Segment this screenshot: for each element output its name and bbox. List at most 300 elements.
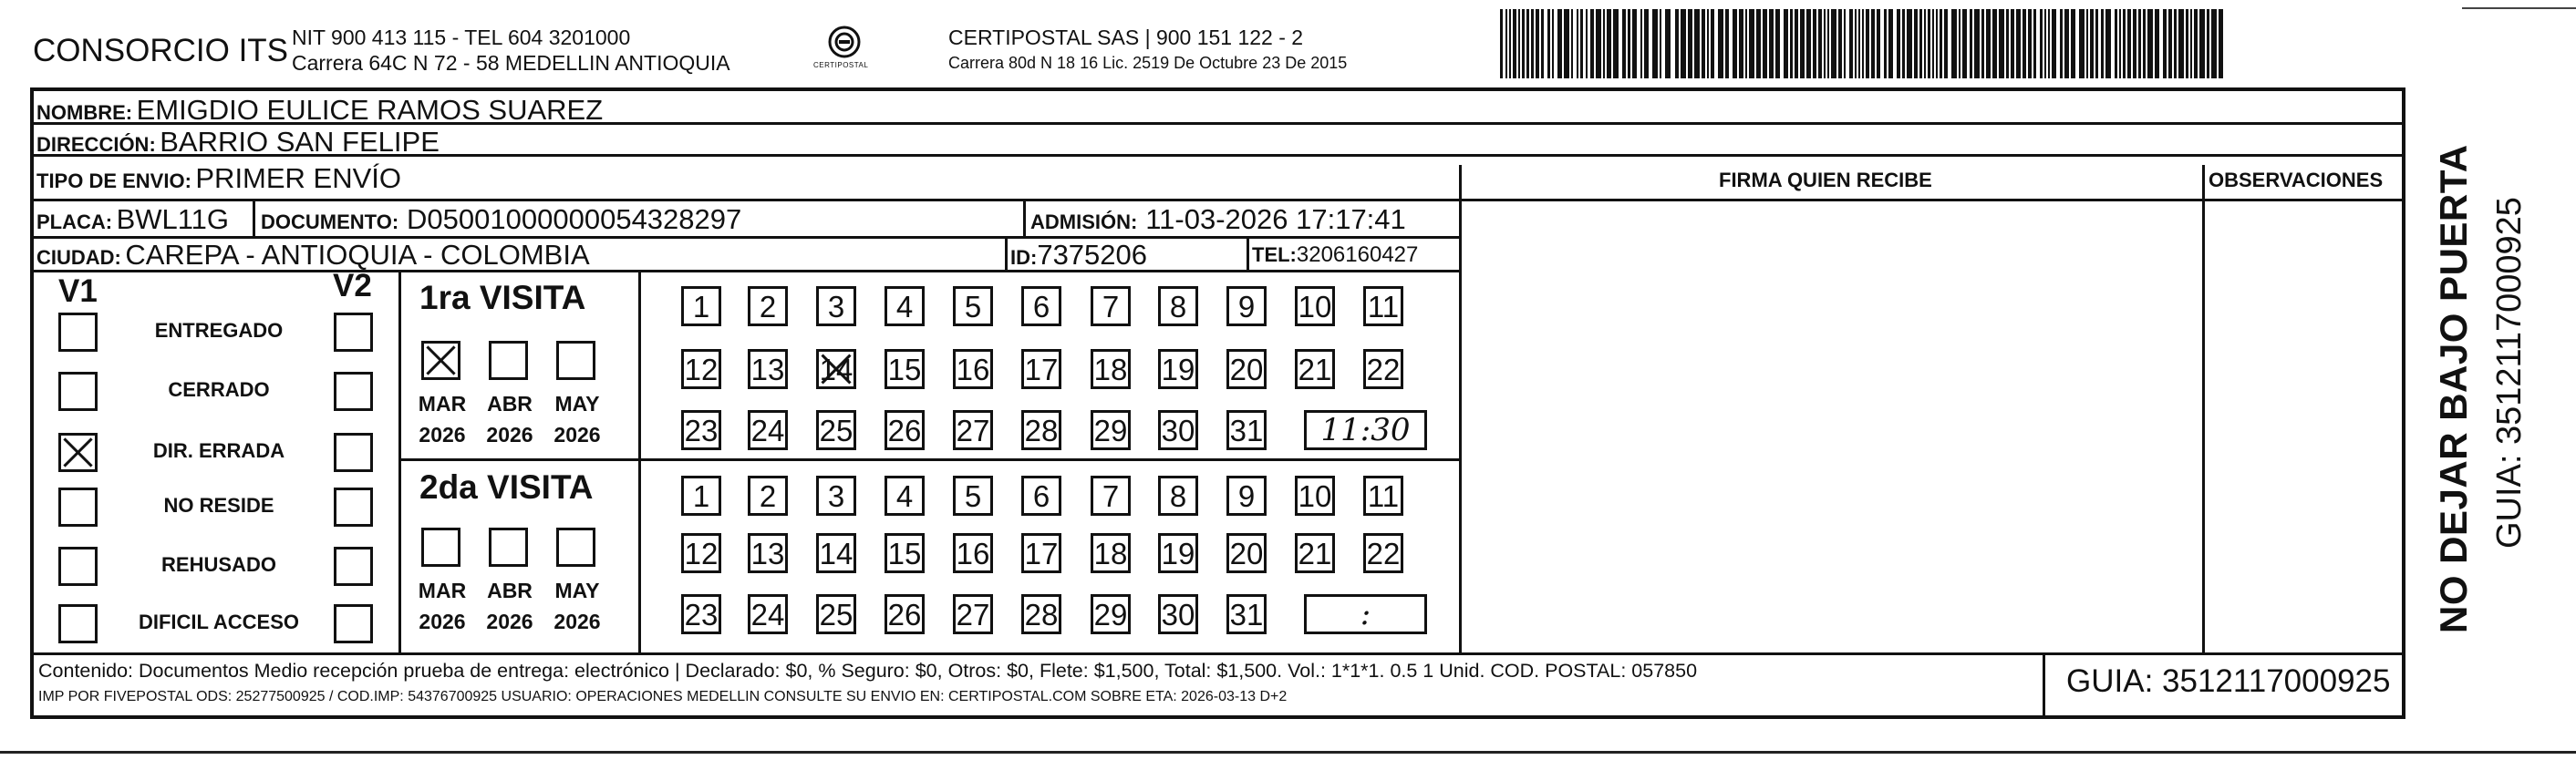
no-dejar-bajo-puerta: NO DEJAR BAJO PUERTA [2432,144,2475,633]
barcode-bar [1862,9,1864,78]
month-checkbox[interactable] [556,341,595,380]
day-box[interactable] [1158,533,1198,573]
admision-value: 11-03-2026 17:17:41 [1145,203,1406,235]
barcode-bar [2155,9,2159,78]
day-number: 2 [759,290,777,324]
month-year: 2026 [486,423,533,447]
barcode-bar [1831,9,1836,78]
day-number: 25 [819,598,853,632]
barcode-bar [1907,9,1912,78]
time-value: 11:30 [1320,412,1411,448]
barcode-bar [1962,9,1967,78]
placa-label: PLACA: [36,211,113,233]
day-box[interactable] [1363,533,1403,573]
day-box[interactable] [816,349,856,389]
barcode-bar [2086,9,2088,78]
barcode-bar [1688,9,1692,78]
logo-caption: CERTIPOSTAL [813,61,869,69]
status-label: REHUSADO [161,553,276,576]
documento-label: DOCUMENTO: [261,211,399,233]
day-number: 25 [819,414,853,447]
day-box[interactable] [681,410,721,450]
scan-line-top [2462,7,2576,9]
barcode-bar [2186,9,2188,78]
month-label: MAR [418,579,467,602]
barcode-bar [2044,9,2046,78]
courier-address: Carrera 80d N 18 16 Lic. 2519 De Octubre 23 De 2015 [948,54,1348,72]
day-box[interactable] [1021,533,1061,573]
barcode-bar [1640,9,1642,78]
day-number: 12 [684,537,719,570]
day-box[interactable] [1091,286,1131,326]
day-box[interactable] [1091,476,1131,516]
day-number: 17 [1024,353,1059,386]
barcode-bar [1790,9,1793,78]
barcode-bar [1974,9,1980,78]
status-v2-checkbox[interactable] [334,488,373,527]
barcode-bar [2071,9,2075,78]
documento-value: D05001000000054328297 [407,203,742,235]
placa-value: BWL11G [116,203,230,235]
barcode-bar [2023,9,2026,78]
day-number: 14 [819,353,853,386]
day-box[interactable] [1021,410,1061,450]
day-number: 22 [1366,537,1401,570]
day-box[interactable] [748,594,788,634]
day-box[interactable] [1295,476,1335,516]
observaciones-area[interactable] [2206,202,2403,651]
day-box[interactable] [1363,476,1403,516]
barcode-bar [1505,9,1507,78]
barcode-bar [2168,9,2172,78]
barcode-bar [1902,9,1905,78]
day-number: 29 [1093,414,1128,447]
month-year: 2026 [553,423,601,447]
barcode-bar [1877,9,1880,78]
day-number: 8 [1169,290,1187,324]
day-box[interactable] [1091,349,1131,389]
barcode-bar [1613,9,1619,78]
barcode-bar [2119,9,2121,78]
day-box[interactable] [816,594,856,634]
barcode-bar [2011,9,2014,78]
barcode-bar [2105,9,2111,78]
day-box[interactable] [953,533,993,573]
visit-title: 2da VISITA [419,468,594,506]
day-box[interactable] [953,349,993,389]
day-box[interactable] [1295,349,1335,389]
barcode-bar [1652,9,1658,78]
day-box[interactable] [1091,533,1131,573]
barcode-bar [1855,9,1857,78]
id-value: 7375206 [1037,239,1148,271]
barcode-bar [1775,9,1780,78]
day-number: 27 [956,414,990,447]
day-number: 5 [964,479,982,513]
day-number: 10 [1298,290,1332,324]
barcode-bar [1784,9,1788,78]
day-number: 19 [1161,353,1195,386]
barcode-bar [1665,9,1671,78]
month-checkbox[interactable] [489,341,528,380]
status-v2-checkbox[interactable] [334,372,373,411]
status-v2-checkbox[interactable] [334,313,373,352]
barcode-bar [1725,9,1729,78]
day-box[interactable] [681,286,721,326]
check-mark-icon [61,436,95,469]
barcode-bar [1745,9,1747,78]
barcode-bar [1827,9,1829,78]
barcode-bar [2079,9,2085,78]
day-number: 1 [692,290,710,324]
day-number: 7 [1102,290,1120,324]
ciudad-value: CAREPA - ANTIOQUIA - COLOMBIA [125,239,590,271]
barcode-bar [1824,9,1826,78]
ciudad-label: CIUDAD: [36,246,121,269]
barcode-bar [1707,9,1709,78]
barcode-bar [1818,9,1822,78]
day-number: 18 [1093,537,1128,570]
firma-header: FIRMA QUIEN RECIBE [1719,169,1932,191]
barcode-bar [1739,9,1743,78]
barcode [1500,9,2229,82]
day-number: 18 [1093,353,1128,386]
v2-label: V2 [333,268,372,303]
barcode-bar [2194,9,2198,78]
day-number: 6 [1032,290,1050,324]
day-box[interactable] [1158,594,1198,634]
barcode-bar [2052,9,2056,78]
day-box[interactable] [1021,286,1061,326]
barcode-bar [1577,9,1578,78]
day-number: 6 [1032,479,1050,513]
barcode-bar [1531,9,1534,78]
imp-text: IMP POR FIVEPOSTAL ODS: 25277500925 / COD.IMP: 54376700925 USUARIO: OPERACIONES MEDELLIN CONSULTE SU ENVIO EN: CERTIPOSTAL.COM SOBRE ETA: 2026-03-13 D+2 [38,689,1288,704]
month-year: 2026 [419,423,466,447]
tel-value: 3206160427 [1296,242,1419,267]
day-number: 8 [1169,479,1187,513]
barcode-bar [1806,9,1811,78]
status-label: ENTREGADO [154,319,284,342]
tipo-envio-label: TIPO DE ENVIO: [36,169,191,192]
barcode-bar [1513,9,1516,78]
day-box[interactable] [748,286,788,326]
day-number: 14 [819,537,853,570]
barcode-bar [1763,9,1767,78]
barcode-bar [1564,9,1569,78]
day-number: 2 [759,479,777,513]
month-label: MAY [554,392,600,416]
day-box[interactable] [1226,594,1267,634]
month-label: MAR [418,392,467,416]
month-year: 2026 [419,610,466,633]
barcode-bar [1586,9,1588,78]
barcode-bar [2190,9,2192,78]
day-number: 16 [956,537,990,570]
status-label: DIR. ERRADA [152,439,285,462]
day-number: 30 [1161,598,1195,632]
barcode-bar [1769,9,1774,78]
barcode-bar [1547,9,1550,78]
barcode-bar [1660,9,1661,78]
day-box[interactable] [1363,286,1403,326]
barcode-bar [1800,9,1805,78]
barcode-bar [2207,9,2209,78]
barcode-bar [2006,9,2009,78]
month-label: ABR [487,392,533,416]
day-number: 15 [887,353,922,386]
month-checkbox[interactable] [421,341,460,380]
day-number: 24 [750,598,785,632]
day-number: 13 [750,537,785,570]
day-number: 11 [1367,479,1400,513]
barcode-bar [1951,9,1957,78]
day-box[interactable] [748,476,788,516]
day-box[interactable] [885,476,925,516]
barcode-bar [2199,9,2205,78]
barcode-bar [1518,9,1520,78]
day-box[interactable] [1226,410,1267,450]
day-box[interactable] [953,410,993,450]
month-checkbox[interactable] [556,528,595,567]
barcode-bar [2123,9,2126,78]
status-v1-checkbox[interactable] [58,372,98,411]
day-number: 7 [1102,479,1120,513]
tipo-envio: PRIMER ENVÍO [195,162,402,194]
day-box[interactable] [816,533,856,573]
day-box[interactable] [1158,410,1198,450]
day-number: 3 [827,479,845,513]
barcode-bar [2064,9,2069,78]
day-box[interactable] [885,349,925,389]
day-box[interactable] [748,349,788,389]
scan-line [0,751,2576,754]
barcode-bar [1632,9,1637,78]
day-box[interactable] [1226,349,1267,389]
barcode-bar [1526,9,1529,78]
day-number: 21 [1298,537,1332,570]
month-year: 2026 [553,610,601,633]
day-number: 1 [692,479,710,513]
day-number: 23 [684,598,719,632]
visit-title: 1ra VISITA [419,279,586,316]
day-number: 4 [895,290,914,324]
barcode-bar [1681,9,1686,78]
barcode-bar [2178,9,2184,78]
day-box[interactable] [1091,410,1131,450]
barcode-bar [1940,9,1942,78]
day-number: 26 [887,414,922,447]
side-guia: GUIA: 3512117000925 [2490,197,2529,549]
barcode-bar [1999,9,2004,78]
day-box[interactable] [681,533,721,573]
day-box[interactable] [681,594,721,634]
status-v1-checkbox[interactable] [58,604,98,643]
barcode-bar [1924,9,1926,78]
barcode-bar [1541,9,1544,78]
barcode-bar [1914,9,1918,78]
admision-label: ADMISIÓN: [1030,211,1138,233]
day-number: 31 [1229,598,1264,632]
nombre-label: NOMBRE: [36,101,133,124]
day-number: 31 [1229,414,1264,447]
barcode-bar [1884,9,1887,78]
courier-name: CERTIPOSTAL SAS | 900 151 122 - 2 [948,26,1304,49]
company-name: CONSORCIO ITS [33,33,289,68]
day-number: 16 [956,353,990,386]
barcode-bar [1928,9,1930,78]
barcode-bar [2127,9,2131,78]
barcode-bar [1844,9,1846,78]
barcode-bar [1992,9,1997,78]
day-number: 30 [1161,414,1195,447]
day-box[interactable] [1021,349,1061,389]
barcode-bar [1970,9,1972,78]
barcode-bar [1756,9,1761,78]
day-number: 26 [887,598,922,632]
day-box[interactable] [1021,594,1061,634]
day-number: 9 [1237,290,1256,324]
barcode-bar [1932,9,1934,78]
day-box[interactable] [816,410,856,450]
barcode-bar [1888,9,1893,78]
barcode-bar [2101,9,2104,78]
status-v2-checkbox[interactable] [334,604,373,643]
day-number: 11 [1367,290,1400,324]
status-label: NO RESIDE [163,494,274,517]
contenido-text: Contenido: Documentos Medio recepción prueba de entrega: electrónico | Declarado: $0, % Seguro: $0, Otros: $0, Flete: $1,500, Total: $1,500. Vol.: 1*1*1. 0.5 1 Unid. COD. POSTAL: 057850 [38,660,1698,682]
day-box[interactable] [1021,476,1061,516]
barcode-bar [1607,9,1611,78]
barcode-bar [1838,9,1842,78]
day-box[interactable] [1091,594,1131,634]
barcode-bar [1702,9,1705,78]
barcode-bar [2163,9,2167,78]
day-box[interactable] [1226,286,1267,326]
day-box[interactable] [953,476,993,516]
day-box[interactable] [1158,286,1198,326]
barcode-bar [1711,9,1714,78]
barcode-bar [1536,9,1539,78]
day-box[interactable] [1226,533,1267,573]
check-mark-icon [424,344,458,377]
day-box[interactable] [885,286,925,326]
day-box[interactable] [681,349,721,389]
barcode-bar [1959,9,1960,78]
day-box[interactable] [885,594,925,634]
barcode-bar [1733,9,1737,78]
status-v1-checkbox[interactable] [58,313,98,352]
status-v2-checkbox[interactable] [334,547,373,586]
barcode-bar [1871,9,1875,78]
barcode-bar [2040,9,2043,78]
barcode-bar [1986,9,1991,78]
day-number: 5 [964,290,982,324]
barcode-bar [1590,9,1594,78]
month-checkbox[interactable] [421,528,460,567]
barcode-bar [1749,9,1754,78]
barcode-bar [2143,9,2146,78]
status-v1-checkbox[interactable] [58,488,98,527]
day-box[interactable] [1295,533,1335,573]
barcode-bar [1522,9,1525,78]
barcode-bar [2060,9,2063,78]
day-number: 13 [750,353,785,386]
barcode-bar [2174,9,2177,78]
status-v2-checkbox[interactable] [334,433,373,472]
barcode-bar [2138,9,2141,78]
day-box[interactable] [885,533,925,573]
day-box[interactable] [953,286,993,326]
time-box[interactable] [1304,594,1427,634]
company-address: Carrera 64C N 72 - 58 MEDELLIN ANTIOQUIA [292,51,730,75]
barcode-bar [1596,9,1601,78]
barcode-bar [1644,9,1649,78]
barcode-bar [2033,9,2036,78]
month-checkbox[interactable] [489,528,528,567]
day-box[interactable] [1226,476,1267,516]
barcode-bar [2147,9,2153,78]
status-v1-checkbox[interactable] [58,547,98,586]
day-box[interactable] [816,476,856,516]
barcode-bar [1858,9,1860,78]
barcode-bar [1557,9,1562,78]
day-number: 12 [684,353,719,386]
day-box[interactable] [1158,349,1198,389]
barcode-bar [2095,9,2098,78]
barcode-bar [1944,9,1948,78]
status-label: CERRADO [168,378,270,401]
day-number: 4 [895,479,914,513]
barcode-bar [2028,9,2032,78]
day-number: 23 [684,414,719,447]
day-box[interactable] [885,410,925,450]
day-box[interactable] [816,286,856,326]
day-number: 28 [1024,598,1059,632]
day-box[interactable] [1295,286,1335,326]
barcode-bar [1500,9,1503,78]
day-box[interactable] [748,410,788,450]
day-box[interactable] [1158,476,1198,516]
barcode-bar [2219,9,2223,78]
barcode-bar [1622,9,1626,78]
day-number: 15 [887,537,922,570]
day-box[interactable] [1363,349,1403,389]
day-number: 22 [1366,353,1401,386]
barcode-bar [1603,9,1605,78]
v1-label: V1 [58,273,98,309]
company-nit: NIT 900 413 115 - TEL 604 3201000 [292,26,631,49]
day-number: 29 [1093,598,1128,632]
barcode-bar [2211,9,2217,78]
time-box[interactable] [1304,410,1427,450]
day-box[interactable] [953,594,993,634]
barcode-bar [1718,9,1723,78]
barcode-bar [1628,9,1630,78]
barcode-bar [1571,9,1573,78]
barcode-bar [1675,9,1679,78]
barcode-bar [2016,9,2021,78]
day-number: 28 [1024,414,1059,447]
barcode-bar [1897,9,1900,78]
day-box[interactable] [748,533,788,573]
barcode-bar [2090,9,2094,78]
day-box[interactable] [681,476,721,516]
firma-area[interactable] [1463,202,2201,651]
barcode-bar [2133,9,2136,78]
status-v1-checkbox[interactable] [58,433,98,472]
footer-guia: GUIA: 3512117000925 [2066,663,2391,699]
